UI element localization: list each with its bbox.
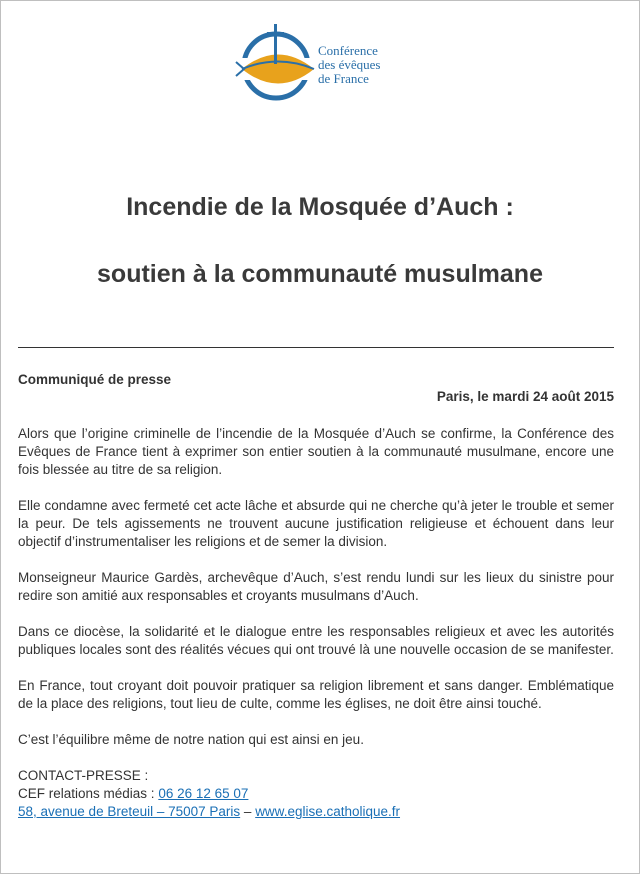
website-link[interactable]: www.eglise.catholique.fr xyxy=(255,804,401,819)
contact-heading: CONTACT-PRESSE : xyxy=(18,768,149,783)
title-line-1: Incendie de la Mosquée d’Auch : xyxy=(126,193,514,221)
document-type: Communiqué de presse xyxy=(18,372,172,387)
cef-emblem-icon xyxy=(234,22,318,106)
contact-address xyxy=(18,803,614,821)
logo-line-2: des évêques xyxy=(318,57,381,72)
paragraph: Dans ce diocèse, la solidarité et le dialogue entre les responsables religieux et avec les autorités publiques locales sont des réalités vécues qui ont trouvé là une nouvelle occasion de se manifester. xyxy=(18,624,614,657)
paragraph: Elle condamne avec fermeté cet acte lâche et absurde qui ne cherche qu’à jeter le trouble et semer la peur. De tels agissements ne trouvent aucune justification religieuse et échouent dans leur objectif d’instrumentaliser les religions et de semer la division. xyxy=(18,498,614,549)
contact-block xyxy=(18,767,614,821)
paragraph: Alors que l’origine criminelle de l’incendie de la Mosquée d’Auch se confirme, la Conférence des Evêques de France tient à exprimer son entier soutien à la communauté musulmane, encore une fois blessée au titre de sa religion. xyxy=(18,426,614,477)
logo-wordmark xyxy=(318,44,380,86)
press-release-body xyxy=(18,425,614,821)
contact-relations xyxy=(18,785,614,803)
divider xyxy=(18,347,614,348)
document-date: Paris, le mardi 24 août 2015 xyxy=(436,389,614,404)
address-link[interactable]: 58, avenue de Breteuil – 75007 Paris xyxy=(18,804,241,819)
title-line-2: soutien à la communauté musulmane xyxy=(97,260,543,288)
logo-line-3: de France xyxy=(318,71,369,86)
paragraph: En France, tout croyant doit pouvoir pratiquer sa religion librement et sans danger. Emblématique de la place des religions, tout lieu de culte, comme les églises, ne doit être ainsi touché. xyxy=(18,678,614,711)
separator: – xyxy=(240,804,256,819)
paragraph: C’est l’équilibre même de notre nation qui est ainsi en jeu. xyxy=(18,732,364,747)
cef-logo xyxy=(226,14,416,112)
paragraph: Monseigneur Maurice Gardès, archevêque d’Auch, s’est rendu lundi sur les lieux du sinistre pour redire son amitié aux responsables et croyants musulmans d’Auch. xyxy=(18,570,614,603)
logo-line-1: Conférence xyxy=(318,43,378,58)
phone-link[interactable]: 06 26 12 65 07 xyxy=(158,786,249,801)
relations-label: CEF relations médias : xyxy=(18,786,159,801)
